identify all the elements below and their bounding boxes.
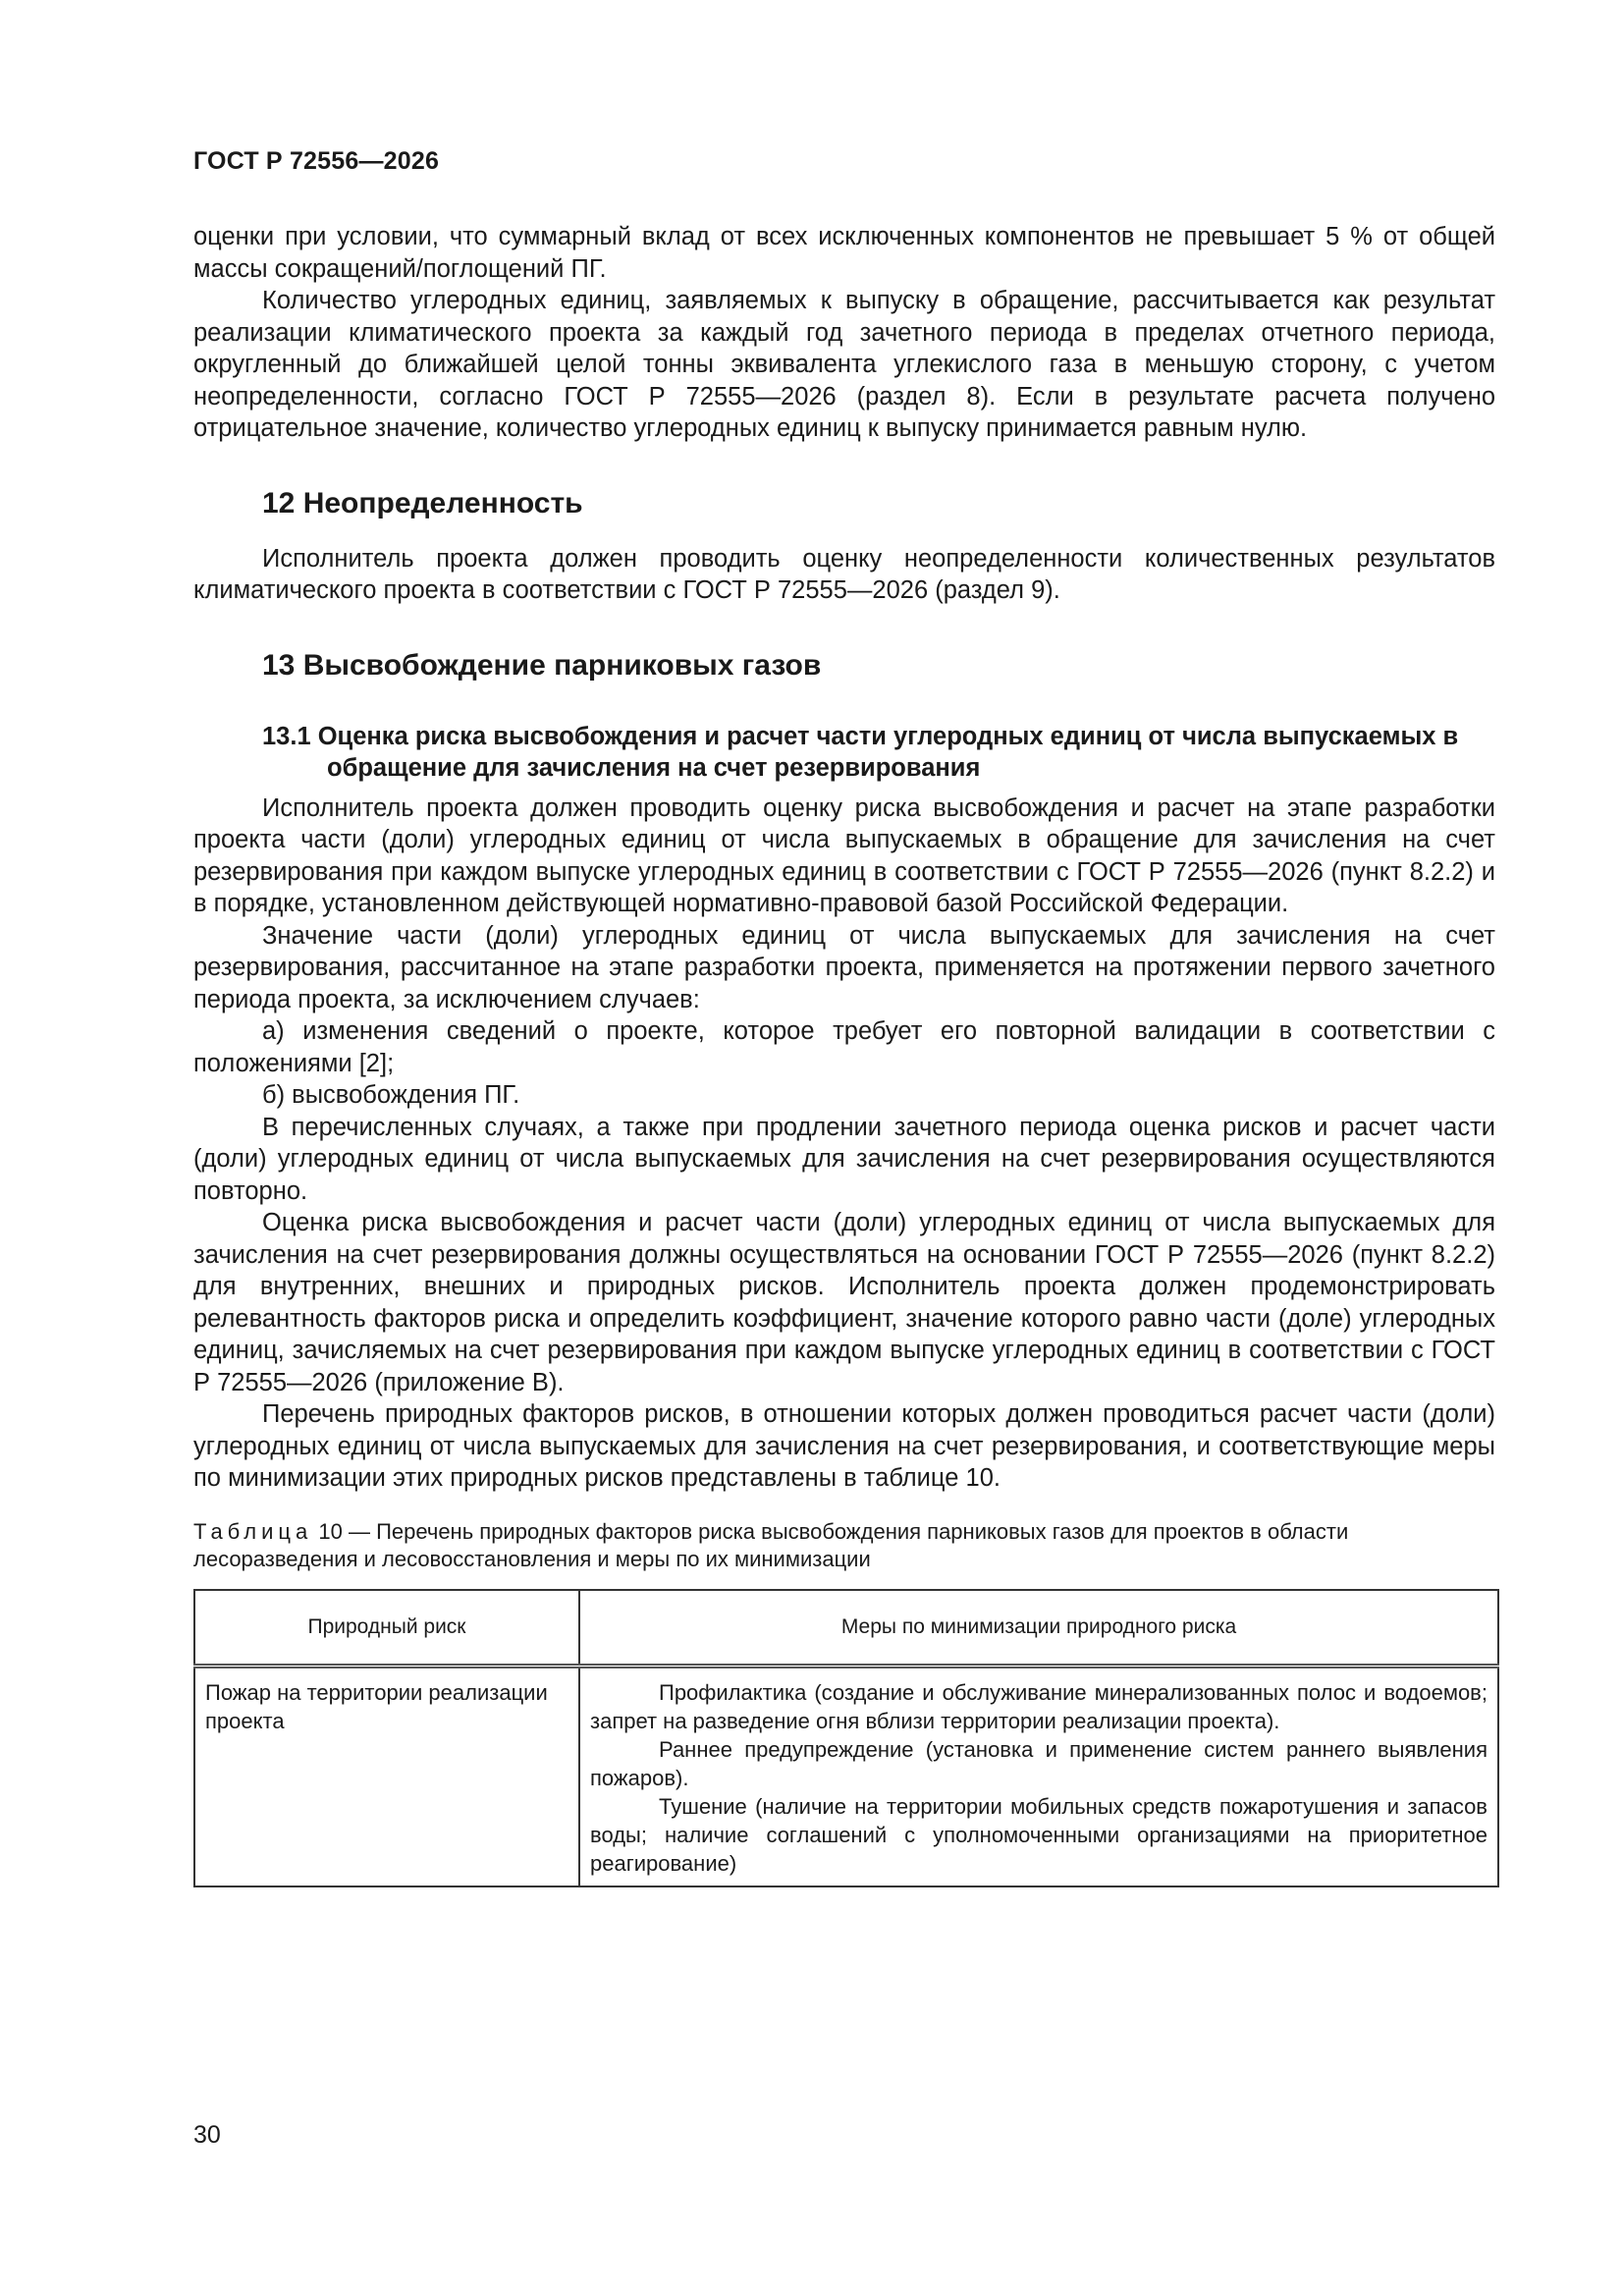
body-paragraph: Оценка риска высвобождения и расчет части (доли) углеродных единиц от числа выпускаемых для зачисления на счет резервирования должны осуществляться на основании ГОСТ Р 72555—2026 (пункт 8.2.2) для внутренних, внешних и природных рисков. Исполнитель проекта должен продемонстрировать релевантность факторов риска и определить коэффициент, значение которого равно части (доле) углеродных единиц, зачисляемых на счет резервирования при каждом выпуске углеродных единиц в соответствии с ГОСТ Р 72555—2026 (приложение В).	[193, 1209, 1495, 1396]
table-header-row	[194, 1590, 1498, 1667]
section-12-title: 12 Неопределенность	[262, 486, 583, 519]
body-paragraph: В перечисленных случаях, а также при продлении зачетного периода оценка рисков и расчет части (доли) углеродных единиц от числа выпускаемых для зачисления на счет резервирования осуществляются повторно.	[193, 1113, 1495, 1205]
measure-item: Раннее предупреждение (установка и применение систем раннего выявления пожаров).	[590, 1736, 1488, 1790]
table-caption-text: 10 — Перечень природных факторов риска высвобождения парниковых газов для проектов в области лесоразведения и лесовосстановления и меры по их минимизации	[193, 1518, 1349, 1571]
table-header-risk: Природный риск	[194, 1590, 579, 1667]
table-cell-risk: Пожар на территории реализации проекта	[194, 1666, 579, 1886]
subsection-13-1-title: 13.1 Оценка риска высвобождения и расчет части углеродных единиц от числа выпускаемых в обращение для зачисления на счет резервирования	[262, 722, 1459, 782]
list-item: а) изменения сведений о проекте, которое требует его повторной валидации в соответствии с положениями [2];	[193, 1017, 1495, 1077]
body-paragraph: Значение части (доли) углеродных единиц от числа выпускаемых для зачисления на счет резервирования, рассчитанное на этапе разработки проекта, применяется на протяжении первого зачетного периода проекта, за исключением случаев:	[193, 921, 1495, 1013]
body-paragraph: Количество углеродных единиц, заявляемых к выпуску в обращение, рассчитывается как результат реализации климатического проекта за каждый год зачетного периода в пределах отчетного периода, округленный до ближайшей целой тонны эквивалента углекислого газа в меньшую сторону, с учетом неопределенности, согласно ГОСТ Р 72555—2026 (раздел 8). Если в результате расчета получено отрицательное значение, количество углеродных единиц к выпуску принимается равным нулю.	[193, 287, 1495, 442]
table-row	[194, 1666, 1498, 1886]
table-cell-measures	[579, 1666, 1498, 1886]
table-caption-label: Таблица	[193, 1518, 313, 1544]
measure-item: Тушение (наличие на территории мобильных средств пожаротушения и запасов воды; наличие соглашений с уполномоченными организациями на приоритетное реагирование)	[590, 1793, 1488, 1876]
document-header-code: ГОСТ Р 72556—2026	[193, 147, 440, 175]
page-content	[193, 221, 1495, 1887]
body-paragraph: Исполнитель проекта должен проводить оценку неопределенности количественных результатов климатического проекта в соответствии с ГОСТ Р 72555—2026 (раздел 9).	[193, 544, 1495, 604]
page-number: 30	[193, 2121, 221, 2149]
table-caption	[193, 1518, 1495, 1573]
body-paragraph: оценки при условии, что суммарный вклад от всех исключенных компонентов не превышает 5 % от общей массы сокращений/поглощений ПГ.	[193, 223, 1495, 283]
table-header-measures: Меры по минимизации природного риска	[579, 1590, 1498, 1667]
risk-table	[193, 1589, 1499, 1887]
body-paragraph: Перечень природных факторов рисков, в отношении которых должен проводиться расчет части (доли) углеродных единиц от числа выпускаемых для зачисления на счет резервирования, и соответствующие меры по минимизации этих природных рисков представлены в таблице 10.	[193, 1400, 1495, 1492]
section-13-title: 13 Высвобождение парниковых газов	[262, 648, 822, 682]
body-paragraph: Исполнитель проекта должен проводить оценку риска высвобождения и расчет на этапе разработки проекта части (доли) углеродных единиц от числа выпускаемых в обращение для зачисления на счет резервирования при каждом выпуске углеродных единиц в соответствии с ГОСТ Р 72555—2026 (пункт 8.2.2) и в порядке, установленном действующей нормативно-правовой базой Российской Федерации.	[193, 793, 1495, 917]
measure-item: Профилактика (создание и обслуживание минерализованных полос и водоемов; запрет на разведение огня вблизи территории реализации проекта).	[590, 1679, 1488, 1733]
list-item: б) высвобождения ПГ.	[262, 1081, 520, 1109]
